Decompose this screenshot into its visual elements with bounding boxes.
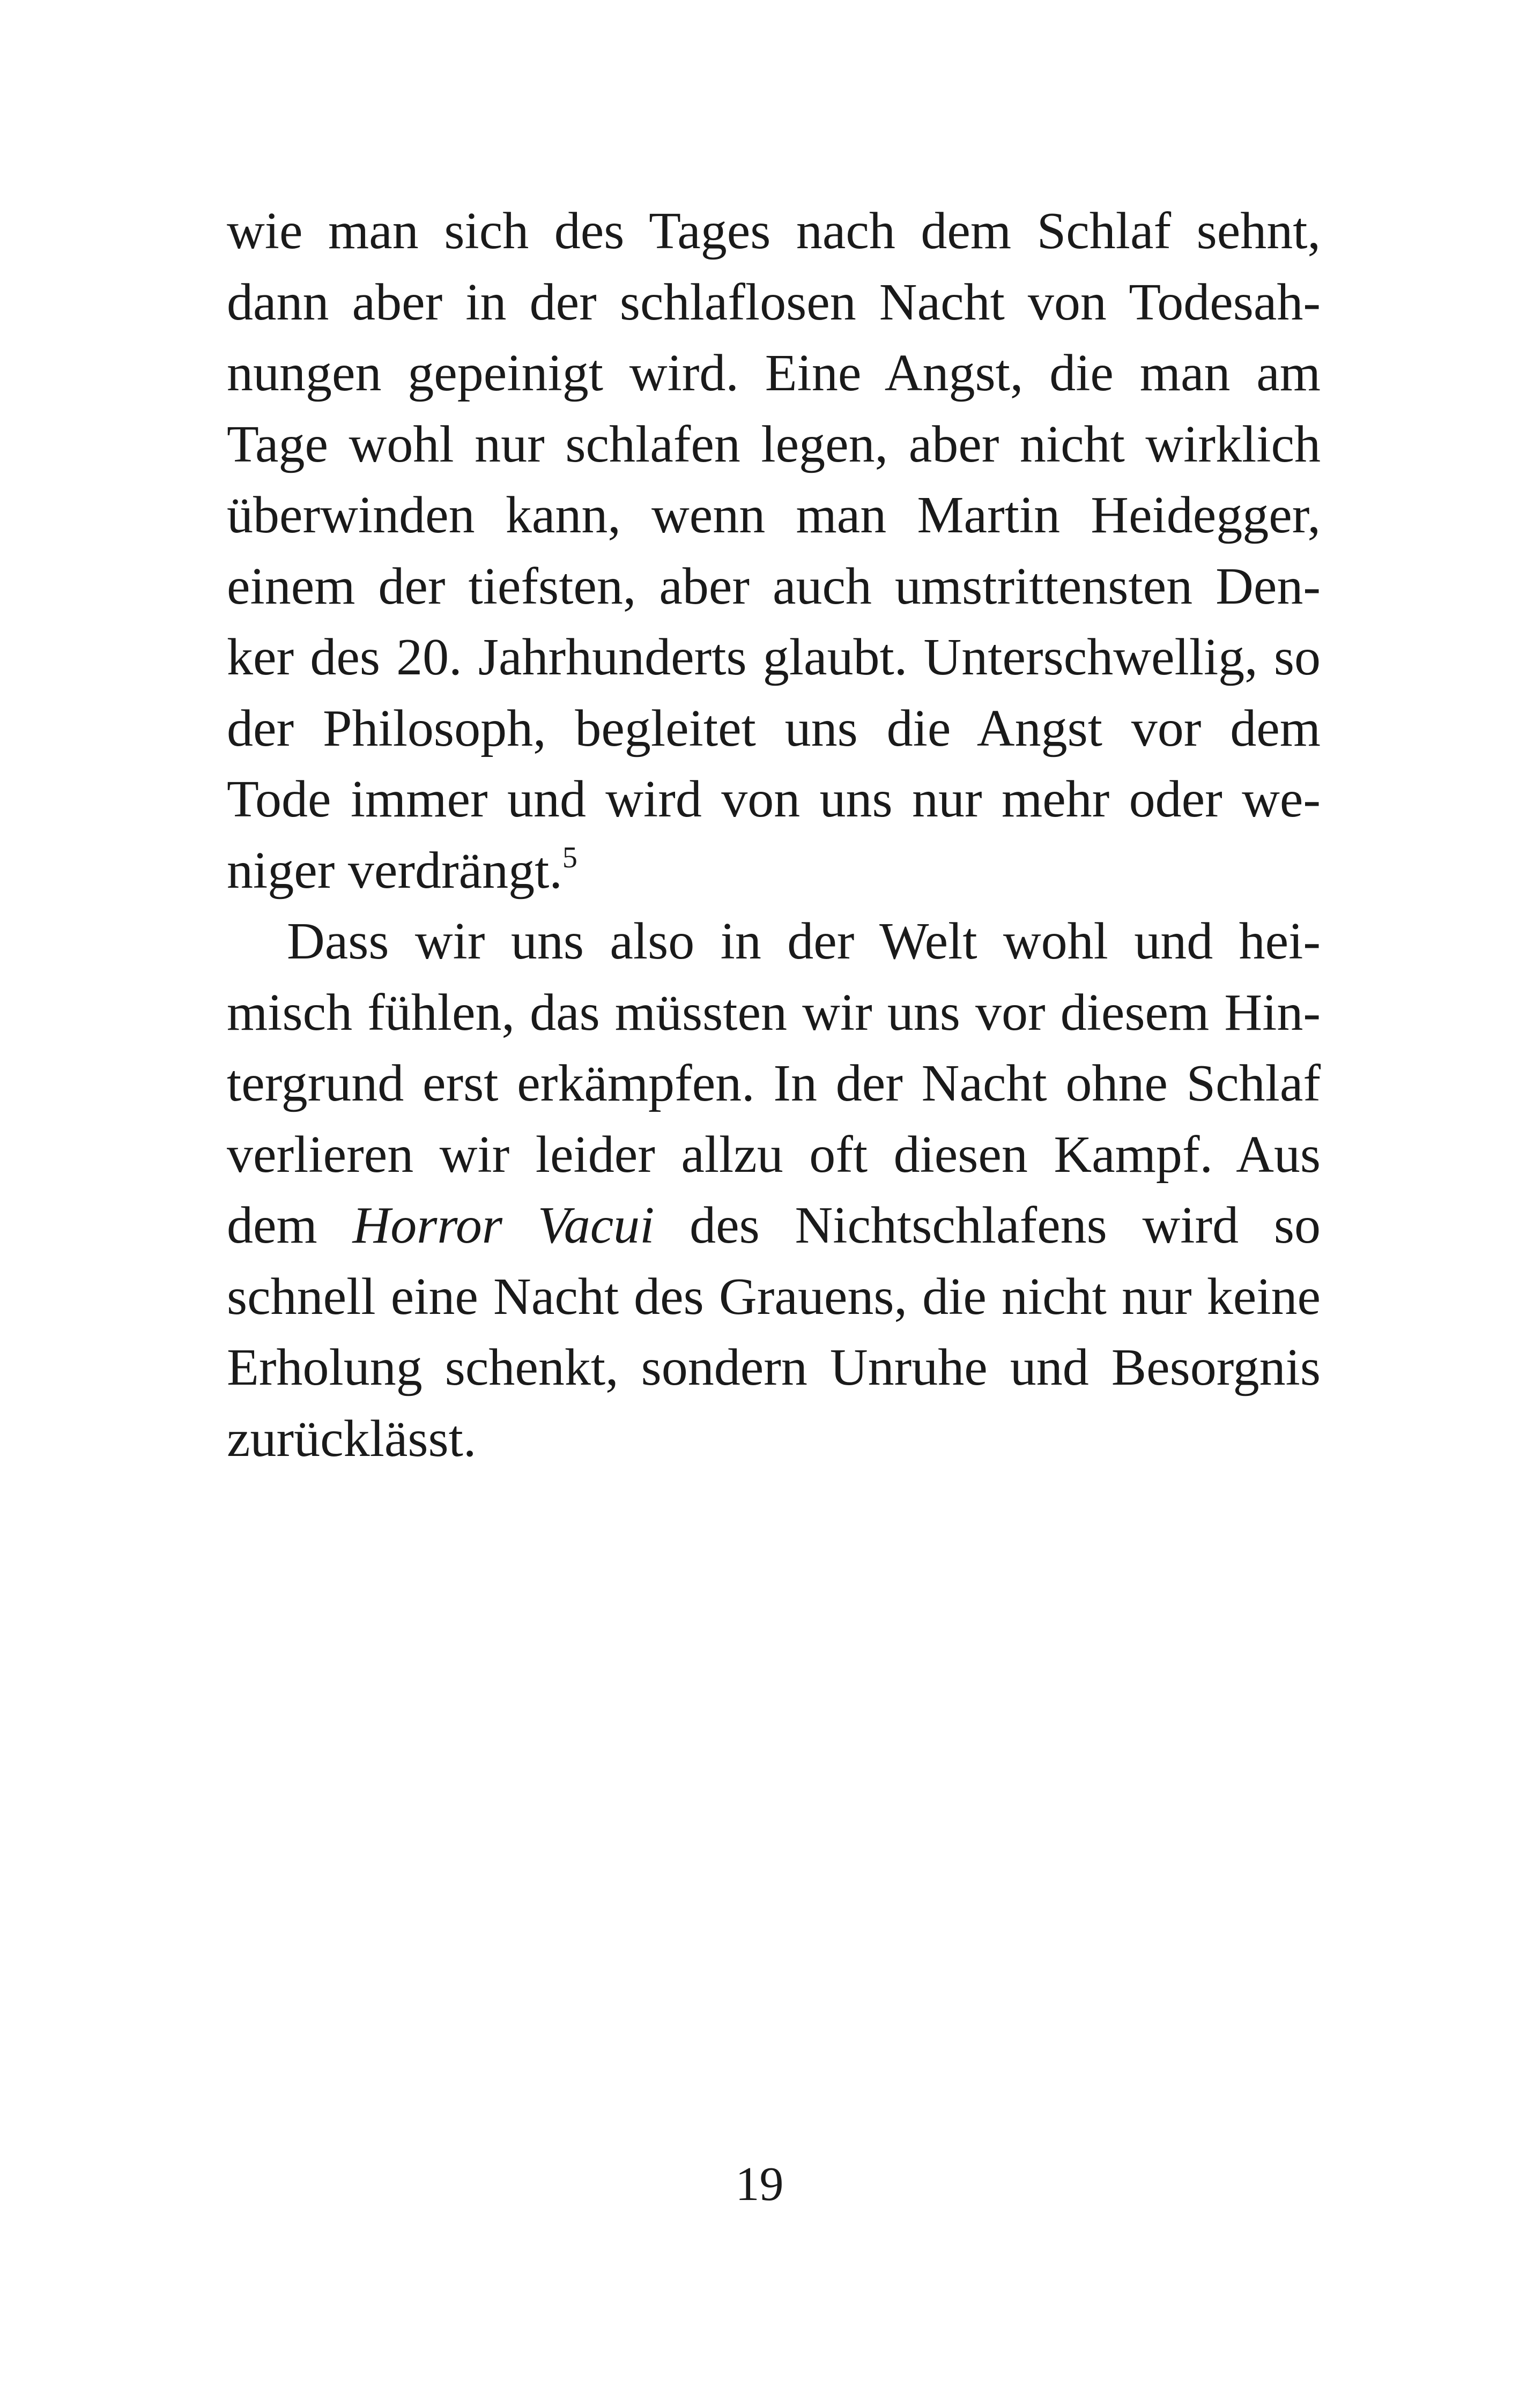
text-line: Tode immer und wird von uns nur mehr oder we- <box>227 770 1321 828</box>
text-line: wie man sich des Tages nach dem Schlaf sehnt, <box>227 202 1321 260</box>
text-line: schnell eine Nacht des Grauens, die nicht nur keine <box>227 1267 1321 1326</box>
page-number: 19 <box>735 2158 784 2211</box>
text-fragment: des Nichtschlafens wird so <box>654 1196 1321 1254</box>
text-line: der Philosoph, begleitet uns die Angst vor dem <box>227 699 1321 757</box>
text-line-last: zurücklässt. <box>227 1409 477 1468</box>
italic-term: Horror Vacui <box>352 1196 655 1254</box>
text-line: Tage wohl nur schlafen legen, aber nicht wirklich <box>227 415 1321 473</box>
text-line: überwinden kann, wenn man Martin Heidegger, <box>227 486 1321 544</box>
text-fragment: niger verdrängt. <box>227 841 562 900</box>
footnote-reference: 5 <box>562 841 577 874</box>
text-line: nungen gepeinigt wird. Eine Angst, die man am <box>227 344 1321 402</box>
text-line: verlieren wir leider allzu oft diesen Kampf. Aus <box>227 1125 1321 1184</box>
text-fragment: dem <box>227 1196 353 1254</box>
text-line: misch fühlen, das müssten wir uns vor diesem Hin- <box>227 983 1321 1042</box>
text-line-last <box>227 835 1321 906</box>
text-line: ker des 20. Jahrhunderts glaubt. Unterschwellig, so <box>227 628 1321 686</box>
text-line-indented: Dass wir uns also in der Welt wohl und hei- <box>287 912 1321 970</box>
body-text <box>227 196 1321 1474</box>
text-line: Erholung schenkt, sondern Unruhe und Besorgnis <box>227 1339 1321 1396</box>
text-line: dann aber in der schlaflosen Nacht von Todesah- <box>227 273 1321 331</box>
text-line-with-italic <box>227 1190 1321 1261</box>
text-line: einem der tiefsten, aber auch umstrittensten Den- <box>227 557 1321 615</box>
text-line: tergrund erst erkämpfen. In der Nacht ohne Schlaf <box>227 1054 1321 1112</box>
